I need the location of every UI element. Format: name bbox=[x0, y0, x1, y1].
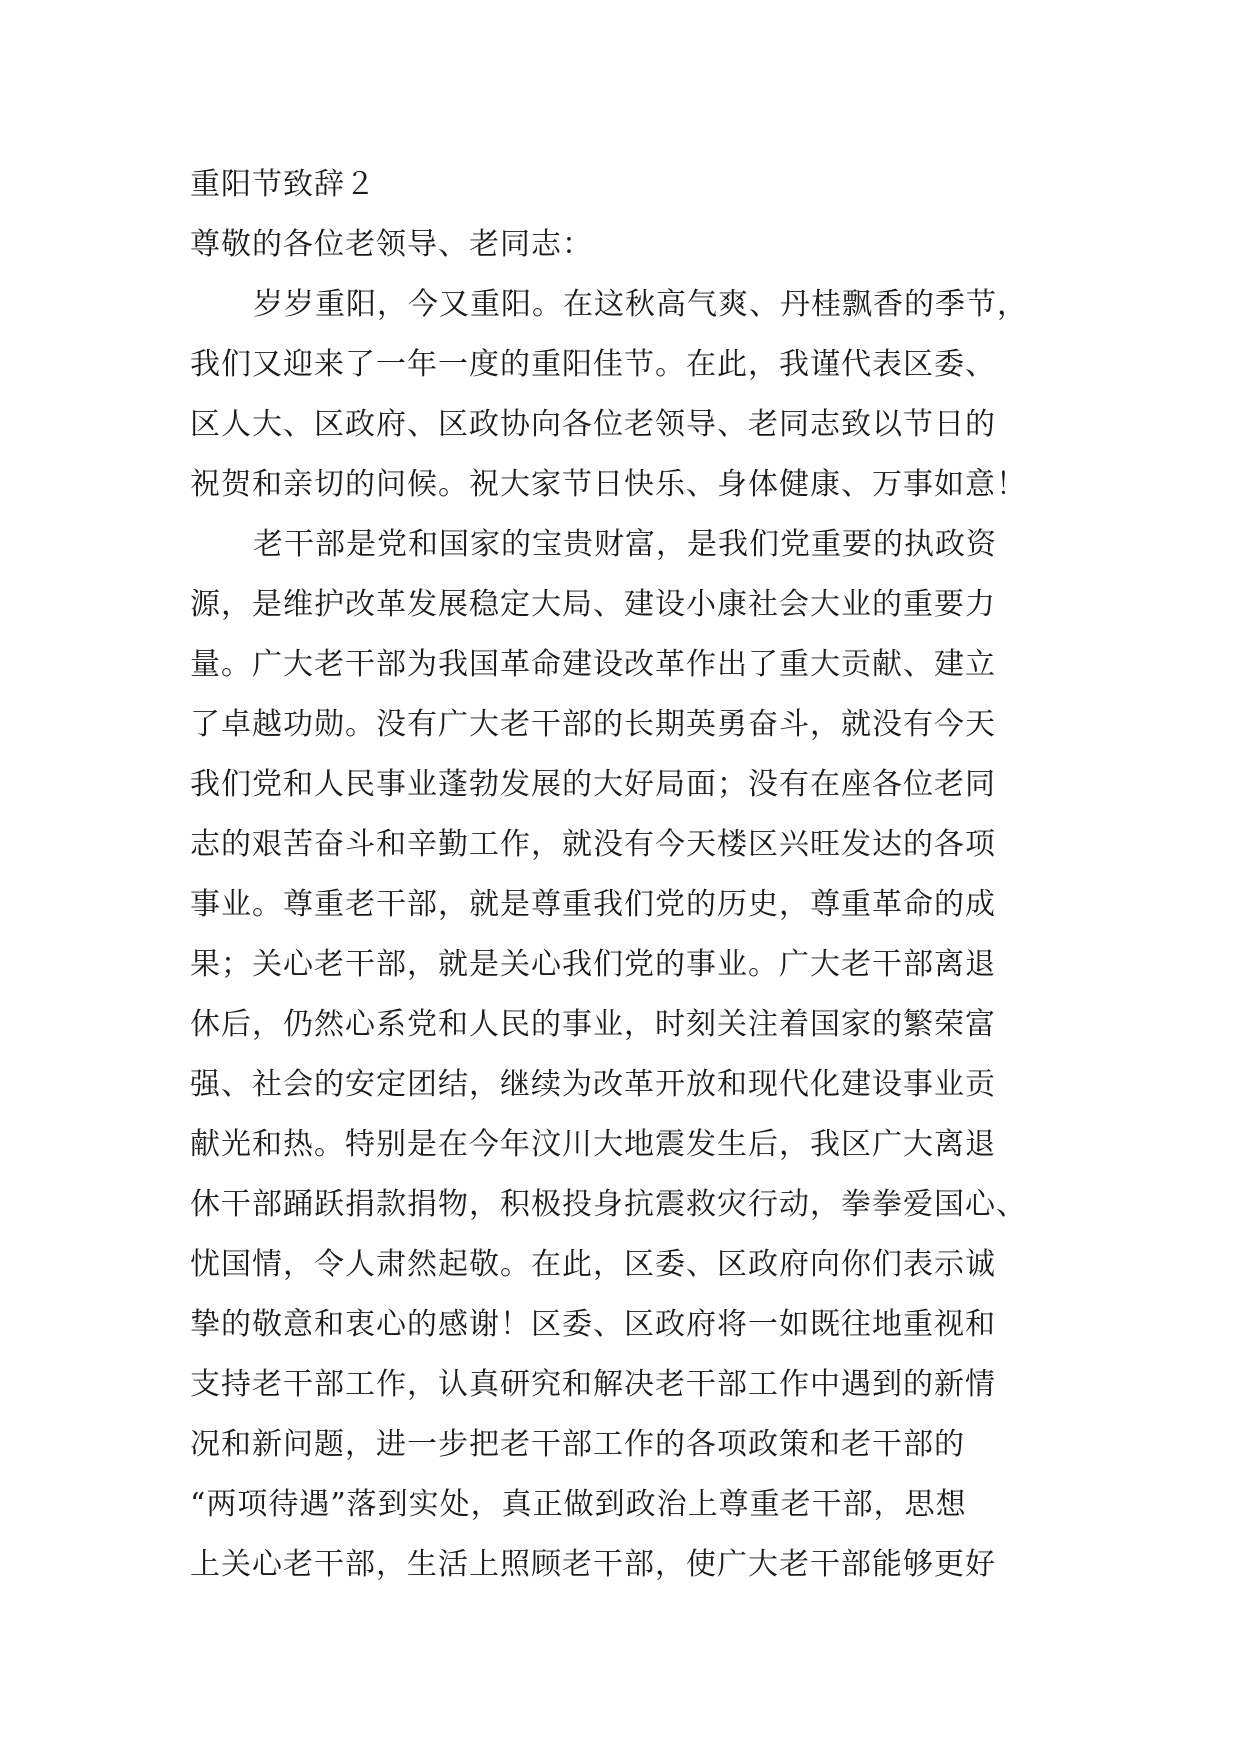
paragraph-line: 休后，仍然心系党和人民的事业，时刻关注着国家的繁荣富 bbox=[190, 1007, 996, 1042]
paragraph-line: 支持老干部工作，认真研究和解决老干部工作中遇到的新情 bbox=[190, 1367, 996, 1402]
paragraph-line: 况和新问题，进一步把老干部工作的各项政策和老干部的 bbox=[190, 1427, 965, 1462]
paragraph-line: 忧国情，令人肃然起敬。在此，区委、区政府向你们表示诚 bbox=[190, 1247, 996, 1282]
paragraph-line: 了卓越功勋。没有广大老干部的长期英勇奋斗，就没有今天 bbox=[190, 707, 996, 742]
paragraph-line: 岁岁重阳，今又重阳。在这秋高气爽、丹桂飘香的季节， bbox=[253, 287, 1028, 322]
paragraph-line: 休干部踊跃捐款捐物，积极投身抗震救灾行动，拳拳爱国心、 bbox=[190, 1187, 1027, 1222]
paragraph-line: 祝贺和亲切的问候。祝大家节日快乐、身体健康、万事如意！ bbox=[190, 467, 1027, 502]
paragraph-line: 挚的敬意和衷心的感谢！区委、区政府将一如既往地重视和 bbox=[190, 1307, 996, 1342]
paragraph-line: 量。广大老干部为我国革命建设改革作出了重大贡献、建立 bbox=[190, 647, 996, 682]
salutation: 尊敬的各位老领导、老同志： bbox=[190, 227, 593, 262]
paragraph-line: 我们又迎来了一年一度的重阳佳节。在此，我谨代表区委、 bbox=[190, 347, 996, 382]
paragraph-2 bbox=[190, 515, 1060, 1595]
paragraph-line: 老干部是党和国家的宝贵财富，是我们党重要的执政资 bbox=[253, 527, 997, 562]
document-body bbox=[190, 155, 1060, 1595]
paragraph-1 bbox=[190, 275, 1060, 515]
paragraph-line: 事业。尊重老干部，就是尊重我们党的历史，尊重革命的成 bbox=[190, 887, 996, 922]
paragraph-line: 献光和热。特别是在今年汶川大地震发生后，我区广大离退 bbox=[190, 1127, 996, 1162]
paragraph-line: 志的艰苦奋斗和辛勤工作，就没有今天楼区兴旺发达的各项 bbox=[190, 827, 996, 862]
document-title: 重阳节致辞２ bbox=[190, 167, 376, 202]
paragraph-line: 强、社会的安定团结，继续为改革开放和现代化建设事业贡 bbox=[190, 1067, 996, 1102]
paragraph-line: 果；关心老干部，就是关心我们党的事业。广大老干部离退 bbox=[190, 947, 996, 982]
paragraph-line: “两项待遇”落到实处，真正做到政治上尊重老干部，思想 bbox=[190, 1487, 967, 1522]
paragraph-line: 源，是维护改革发展稳定大局、建设小康社会大业的重要力 bbox=[190, 587, 996, 622]
paragraph-line: 上关心老干部，生活上照顾老干部，使广大老干部能够更好 bbox=[190, 1547, 996, 1582]
paragraph-line: 区人大、区政府、区政协向各位老领导、老同志致以节日的 bbox=[190, 407, 996, 442]
paragraph-line: 我们党和人民事业蓬勃发展的大好局面；没有在座各位老同 bbox=[190, 767, 996, 802]
